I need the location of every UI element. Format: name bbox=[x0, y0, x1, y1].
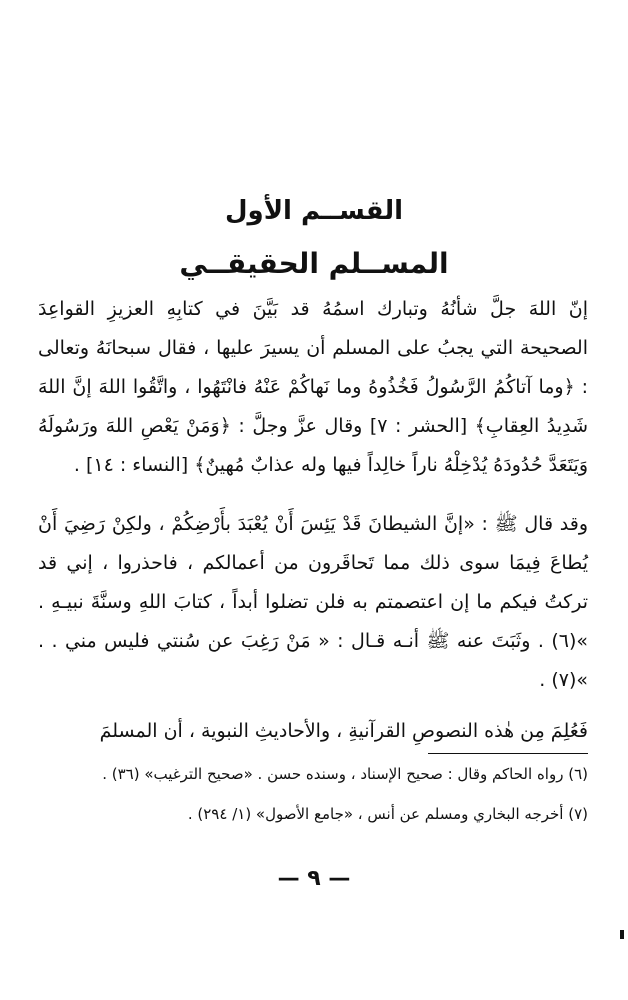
section-title: القســم الأول bbox=[224, 196, 404, 226]
section-subtitle: المســلم الحقيقــي bbox=[179, 247, 449, 280]
body-paragraph-2: وقد قال ﷺ : «إنَّ الشيطانَ قَدْ يَئِسَ أَنْ يُعْبَدَ بأَرْضِكُمْ ، ولكِنْ رَضِيَ أَنْ يُطاعَ فِيمَا سوى ذلك مما تَحاقَرون من أعمالكم ، فاحذروا ، إني قد تركتُ فيكم ما إن اعتصمتم به فلن تضلوا أبداً ، كتابَ اللهِ وسنَّةَ نبيـهِ . »(٦) . وثَبَتَ عنه ﷺ أنـه قـال : « مَنْ رَغِبَ عن سُنتي فليس مني . . »(٧) . bbox=[38, 513, 588, 691]
footnote-7: (٧) أخرجه البخاري ومسلم عن أنس ، «جامع الأصول» (١/ ٢٩٤) . bbox=[187, 805, 588, 823]
page-number: — ٩ — bbox=[277, 866, 351, 891]
body-paragraph-1: إنّ اللهَ جلَّ شأنُهُ وتبارك اسمُهُ قد بَيَّنَ في كتابِهِ العزيزِ القواعِدَ الصحيحة التي يجبُ على المسلم أن يسيرَ عليها ، فقال سبحانَهُ وتعالى : ﴿وما آتاكُمُ الرَّسُولُ فَخُذُوهُ وما نَهاكُمْ عَنْهُ فانْتَهُوا ، واتَّقُوا اللهَ إنَّ اللهَ شَدِيدُ العِقابِ﴾ [الحشر : ٧] وقال عزَّ وجلَّ : ﴿وَمَنْ يَعْصِ اللهَ ورَسُولَهُ وَيَتَعَدَّ حُدُودَهُ يُدْخِلْهُ ناراً خالِداً فيها وله عذابٌ مُهينٌ﴾ [النساء : ١٤] . bbox=[38, 298, 589, 476]
margin-mark bbox=[620, 930, 624, 939]
footnote-6: (٦) رواه الحاكم وقال : صحيح الإسناد ، وسنده حسن . «صحيح الترغيب» (٣٦) . bbox=[102, 765, 588, 783]
footnote-divider bbox=[428, 753, 588, 754]
body-paragraph-3: فَعُلِمَ مِن هٰذه النصوصِ القرآنيةِ ، والأحاديثِ النبوية ، أن المسلمَ bbox=[99, 720, 588, 742]
